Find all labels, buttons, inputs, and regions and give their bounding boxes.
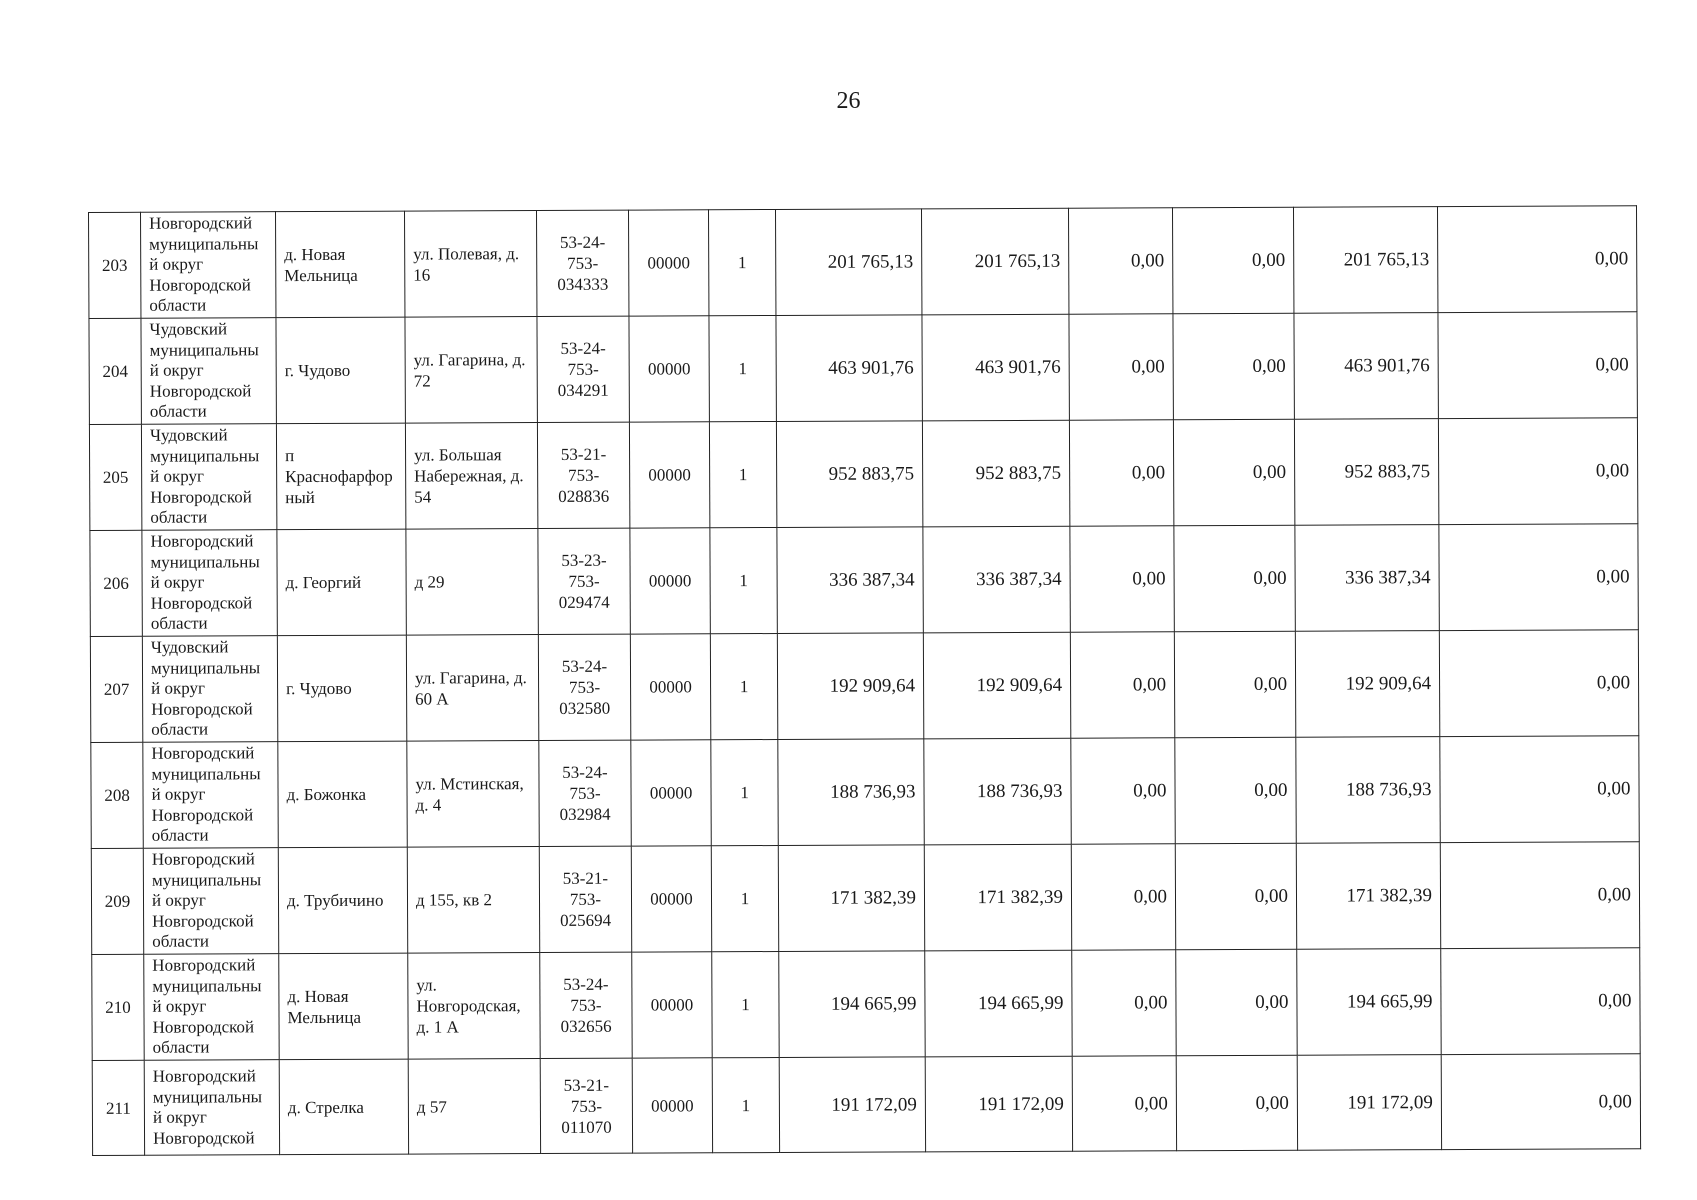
amount-2-cell: 0,00: [1071, 844, 1175, 950]
table-row: [92, 948, 1640, 1061]
address-line: д 155, кв 2: [415, 890, 492, 910]
address-line: Новгородская,: [416, 996, 521, 1016]
municipality-line: Чудовский: [149, 319, 228, 339]
amount-2-cell: 0,00: [1070, 526, 1174, 632]
address-line: Набережная, д.: [414, 466, 524, 486]
code-line: 032984: [559, 804, 611, 824]
municipality-line: муниципальны: [152, 1086, 263, 1107]
code-cell: [540, 952, 632, 1058]
kbk-cell: 00000: [631, 846, 711, 952]
table-row: [91, 842, 1639, 955]
code-line: 53-21-: [560, 444, 607, 464]
municipality-line: Новгородской: [152, 1127, 255, 1148]
amount-5-cell: 0,00: [1441, 1054, 1640, 1150]
amount-5-cell: 0,00: [1437, 206, 1636, 313]
code-line: 53-24-: [562, 762, 608, 782]
address-line: 72: [413, 371, 431, 391]
count-cell: 1: [708, 210, 775, 316]
code-line: 034333: [557, 274, 609, 294]
municipality-line: муниципальны: [150, 446, 260, 466]
amount-5-cell: 0,00: [1440, 736, 1639, 843]
amount-3-cell: 0,00: [1172, 207, 1293, 314]
locality-line: Мельница: [284, 265, 358, 285]
total-amount-cell: 192 909,64: [777, 633, 923, 740]
table-row: [91, 736, 1639, 849]
code-line: 032656: [560, 1016, 612, 1036]
municipality-line: й округ: [151, 678, 205, 698]
amount-4-cell: 188 736,93: [1296, 737, 1440, 844]
table-row: [90, 630, 1638, 743]
address-line: ул. Полевая, д.: [413, 243, 520, 264]
amount-3-cell: 0,00: [1176, 949, 1297, 1056]
municipality-line: Новгородской: [149, 275, 251, 295]
count-cell: 1: [709, 421, 776, 527]
kbk-cell: 00000: [629, 316, 709, 422]
address-line: 16: [413, 265, 431, 285]
kbk-cell: 00000: [632, 952, 712, 1058]
amount-1-cell: 336 387,34: [923, 526, 1070, 633]
amount-4-cell: 171 382,39: [1296, 843, 1440, 950]
locality-cell: [278, 847, 407, 954]
locality-line: Краснофарфор: [285, 466, 393, 487]
amount-1-cell: 191 172,09: [925, 1056, 1072, 1152]
locality-cell: [276, 317, 405, 424]
code-cell: [539, 846, 631, 952]
code-cell: [538, 528, 630, 634]
code-line: 029474: [558, 592, 610, 612]
locality-line: Мельница: [287, 1007, 362, 1027]
municipality-cell: [142, 636, 277, 743]
municipality-line: Новгородской: [152, 911, 254, 931]
kbk-cell: 00000: [632, 1058, 712, 1153]
register-table-container: [88, 205, 1640, 1156]
municipality-cell: [143, 848, 278, 955]
amount-5-cell: 0,00: [1439, 630, 1638, 737]
total-amount-cell: 191 172,09: [779, 1057, 925, 1153]
address-line: 60 А: [415, 688, 449, 709]
total-amount-cell: 171 382,39: [778, 845, 924, 952]
municipality-cell: [143, 742, 278, 849]
municipality-line: Новгородской: [149, 381, 252, 401]
address-cell: [406, 529, 538, 636]
row-number: 211: [92, 1060, 144, 1155]
municipality-line: й округ: [151, 890, 206, 910]
amount-4-cell: 463 901,76: [1294, 313, 1438, 420]
municipality-line: Новгородской: [151, 805, 254, 825]
table-row: [89, 206, 1637, 319]
amount-1-cell: 952 883,75: [922, 420, 1069, 527]
amount-3-cell: 0,00: [1176, 1055, 1297, 1151]
register-table: [88, 205, 1641, 1156]
code-line: 53-21-: [563, 1075, 610, 1095]
municipality-cell: [141, 318, 276, 425]
amount-4-cell: 952 883,75: [1294, 419, 1438, 526]
address-cell: [407, 847, 539, 954]
count-cell: 1: [711, 845, 778, 951]
municipality-line: й округ: [150, 572, 205, 592]
municipality-line: Новгородский: [152, 955, 256, 975]
municipality-line: й округ: [149, 254, 204, 274]
amount-1-cell: 194 665,99: [925, 950, 1072, 1057]
total-amount-cell: 463 901,76: [776, 315, 922, 422]
amount-3-cell: 0,00: [1174, 631, 1295, 738]
row-number: 209: [91, 848, 143, 954]
address-cell: [405, 423, 537, 530]
code-line: 025694: [560, 910, 612, 930]
locality-cell: [276, 423, 405, 530]
municipality-line: Новгородский: [149, 213, 253, 233]
address-line: ул. Мстинская,: [415, 773, 524, 794]
code-line: 753-: [568, 571, 600, 591]
locality-cell: [279, 953, 408, 1060]
code-line: 028836: [558, 486, 610, 506]
municipality-line: й округ: [152, 1107, 207, 1127]
municipality-line: муниципальны: [150, 552, 260, 572]
amount-5-cell: 0,00: [1440, 842, 1639, 949]
address-line: ул. Гагарина, д.: [413, 349, 526, 370]
locality-line: д. Георгий: [285, 572, 362, 593]
code-line: 753-: [570, 1096, 603, 1116]
amount-3-cell: 0,00: [1173, 313, 1294, 420]
address-line: 54: [414, 487, 432, 507]
address-cell: [408, 953, 540, 1060]
amount-2-cell: 0,00: [1068, 208, 1172, 314]
total-amount-cell: 188 736,93: [778, 739, 924, 846]
amount-4-cell: 336 387,34: [1295, 525, 1439, 632]
municipality-cell: [141, 212, 276, 319]
locality-line: г. Чудово: [286, 678, 352, 699]
code-line: 034291: [557, 380, 609, 400]
code-line: 753-: [569, 783, 601, 803]
address-line: д. 1 А: [416, 1017, 459, 1037]
municipality-line: муниципальны: [152, 976, 262, 996]
total-amount-cell: 336 387,34: [777, 527, 923, 634]
total-amount-cell: 952 883,75: [776, 421, 922, 528]
code-cell: [537, 422, 629, 528]
count-cell: 1: [711, 739, 778, 845]
address-cell: [406, 635, 538, 742]
amount-1-cell: 188 736,93: [924, 738, 1071, 845]
municipality-line: Новгородской: [150, 593, 253, 613]
row-number: 207: [90, 636, 142, 742]
municipality-line: области: [149, 295, 207, 315]
municipality-line: муниципальны: [150, 658, 261, 678]
municipality-line: муниципальны: [151, 764, 261, 784]
row-number: 210: [92, 954, 144, 1060]
municipality-line: области: [150, 613, 208, 633]
municipality-line: Чудовский: [150, 637, 229, 657]
amount-2-cell: 0,00: [1072, 950, 1176, 1056]
municipality-line: Новгородской: [151, 699, 253, 719]
amount-2-cell: 0,00: [1070, 632, 1174, 738]
code-cell: [539, 740, 631, 846]
code-line: 53-24-: [563, 974, 609, 994]
amount-5-cell: 0,00: [1439, 524, 1638, 631]
count-cell: 1: [712, 1057, 779, 1152]
amount-3-cell: 0,00: [1174, 525, 1295, 632]
code-cell: [540, 1058, 632, 1153]
page-number: 26: [836, 88, 861, 114]
kbk-cell: 00000: [630, 528, 710, 634]
amount-5-cell: 0,00: [1438, 418, 1637, 525]
count-cell: 1: [710, 633, 777, 739]
amount-4-cell: 191 172,09: [1297, 1055, 1441, 1151]
code-line: 032580: [559, 698, 611, 718]
municipality-line: Новгородский: [151, 743, 255, 763]
locality-cell: [276, 211, 405, 318]
total-amount-cell: 201 765,13: [775, 209, 921, 316]
municipality-line: Новгородский: [150, 531, 254, 551]
locality-line: г. Чудово: [284, 360, 351, 381]
address-line: д. 4: [415, 794, 442, 815]
amount-4-cell: 192 909,64: [1295, 631, 1439, 738]
locality-line: п: [285, 446, 295, 466]
amount-2-cell: 0,00: [1071, 738, 1175, 844]
table-row: [90, 524, 1638, 637]
municipality-cell: [144, 954, 279, 1061]
kbk-cell: 00000: [630, 634, 710, 740]
amount-1-cell: 201 765,13: [921, 208, 1068, 315]
amount-2-cell: 0,00: [1069, 314, 1173, 420]
row-number: 203: [89, 212, 141, 318]
amount-4-cell: 201 765,13: [1293, 207, 1437, 314]
code-cell: [537, 316, 629, 422]
address-line: д 29: [414, 572, 445, 592]
municipality-line: Новгородский: [151, 849, 255, 869]
locality-cell: [277, 529, 406, 636]
municipality-line: муниципальны: [151, 870, 262, 890]
code-line: 53-24-: [559, 232, 606, 252]
code-cell: [536, 210, 628, 316]
municipality-line: области: [149, 401, 207, 421]
municipality-line: области: [151, 719, 209, 739]
amount-5-cell: 0,00: [1441, 948, 1640, 1055]
kbk-cell: 00000: [628, 210, 708, 316]
code-cell: [538, 634, 630, 740]
count-cell: 1: [710, 527, 777, 633]
register-body: [89, 206, 1641, 1156]
municipality-line: й округ: [152, 996, 207, 1016]
municipality-line: й округ: [150, 466, 205, 486]
amount-2-cell: 0,00: [1072, 1056, 1176, 1151]
address-line: ул.: [416, 975, 437, 995]
code-line: 53-23-: [561, 550, 607, 570]
locality-cell: [277, 635, 406, 742]
row-number: 208: [91, 742, 143, 848]
code-line: 753-: [568, 465, 600, 485]
municipality-cell: [141, 424, 276, 531]
amount-1-cell: 463 901,76: [922, 314, 1069, 421]
municipality-cell: [144, 1060, 279, 1156]
municipality-line: Новгородский: [152, 1066, 256, 1086]
address-line: ул. Большая: [414, 445, 502, 465]
amount-1-cell: 192 909,64: [923, 632, 1070, 739]
municipality-cell: [142, 530, 277, 637]
count-cell: 1: [709, 315, 776, 421]
amount-4-cell: 194 665,99: [1297, 949, 1441, 1056]
code-line: 011070: [561, 1117, 612, 1137]
municipality-line: муниципальны: [149, 340, 259, 360]
table-row: [92, 1054, 1640, 1156]
code-line: 753-: [569, 889, 602, 909]
locality-line: д. Новая: [287, 986, 349, 1006]
municipality-line: Новгородской: [152, 1017, 255, 1037]
row-number: 204: [89, 318, 141, 424]
locality-cell: [279, 1059, 408, 1155]
locality-line: ный: [285, 488, 315, 508]
total-amount-cell: 194 665,99: [779, 951, 925, 1058]
amount-5-cell: 0,00: [1438, 312, 1637, 419]
address-cell: [404, 211, 536, 318]
amount-2-cell: 0,00: [1069, 420, 1173, 526]
code-line: 753-: [570, 995, 602, 1015]
municipality-line: области: [152, 931, 210, 951]
municipality-line: области: [150, 507, 208, 527]
municipality-line: области: [151, 825, 209, 845]
municipality-line: области: [152, 1037, 210, 1057]
table-row: [89, 312, 1637, 425]
address-line: д 57: [416, 1096, 447, 1117]
kbk-cell: 00000: [629, 422, 709, 528]
amount-3-cell: 0,00: [1175, 737, 1296, 844]
row-number: 205: [89, 424, 141, 530]
municipality-line: Новгородской: [150, 487, 252, 507]
locality-line: д. Божонка: [286, 784, 367, 805]
locality-cell: [278, 741, 407, 848]
kbk-cell: 00000: [631, 740, 711, 846]
count-cell: 1: [712, 951, 779, 1057]
code-line: 53-24-: [561, 656, 608, 676]
amount-3-cell: 0,00: [1173, 419, 1294, 526]
code-line: 753-: [567, 359, 599, 379]
amount-3-cell: 0,00: [1175, 843, 1296, 950]
row-number: 206: [90, 530, 142, 636]
locality-line: д. Трубичино: [286, 890, 384, 911]
locality-line: д. Стрелка: [287, 1097, 364, 1117]
address-line: ул. Гагарина, д.: [414, 667, 527, 688]
code-line: 53-24-: [560, 338, 606, 358]
municipality-line: й округ: [149, 360, 204, 380]
municipality-line: й округ: [151, 784, 206, 804]
code-line: 753-: [567, 253, 599, 273]
address-cell: [408, 1059, 540, 1155]
code-line: 753-: [568, 677, 601, 697]
address-cell: [405, 317, 537, 424]
code-line: 53-21-: [562, 868, 609, 888]
amount-1-cell: 171 382,39: [924, 844, 1071, 951]
municipality-line: муниципальны: [149, 234, 259, 254]
locality-line: д. Новая: [284, 244, 346, 264]
municipality-line: Чудовский: [149, 425, 228, 445]
table-row: [89, 418, 1637, 531]
address-cell: [407, 741, 539, 848]
